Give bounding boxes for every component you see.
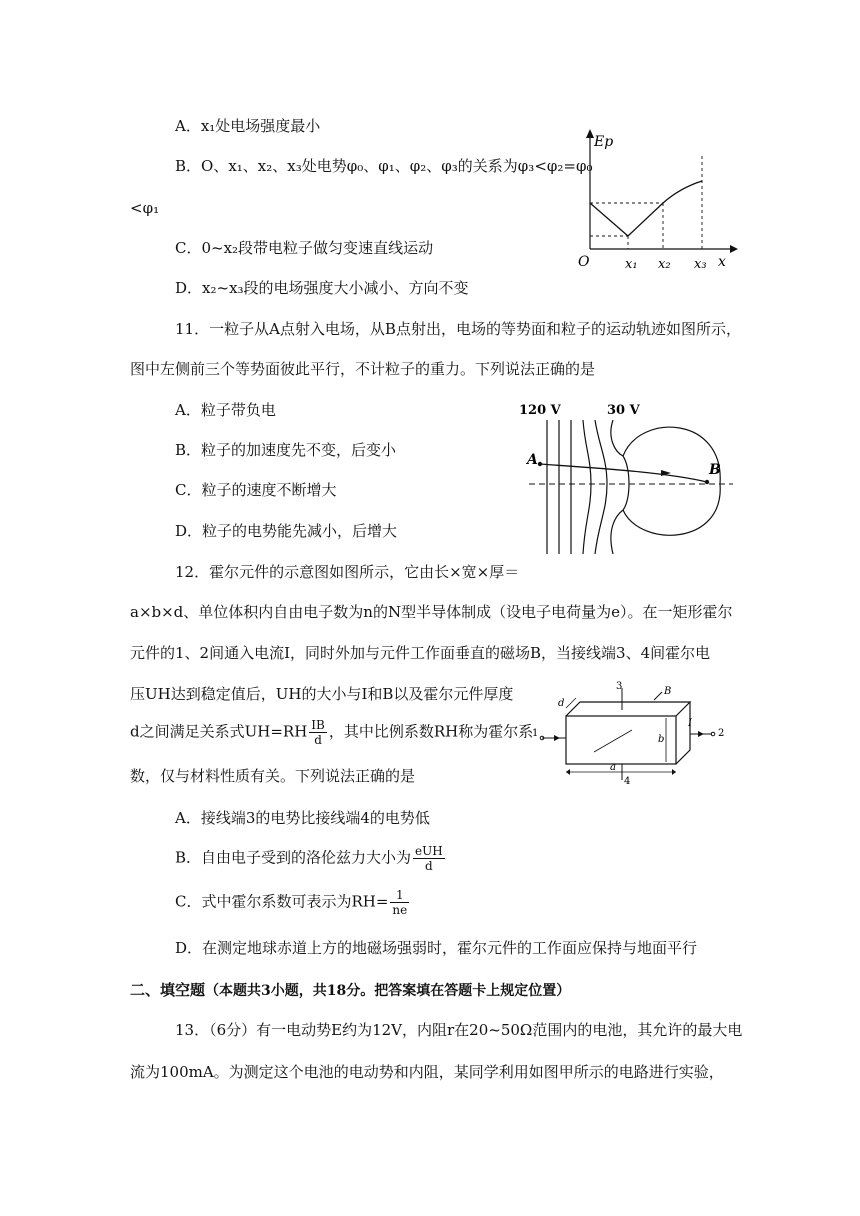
- q11-option-b: B．粒子的加速度先不变，后变小: [175, 441, 397, 459]
- q12-current-label: I: [688, 718, 692, 729]
- q12-stem-line5: [130, 718, 533, 747]
- q12-stem-line3: 元件的1、2间通入电流I，同时外加与元件工作面垂直的磁场B，当接线端3、4间霍尔电: [130, 644, 711, 662]
- q12-option-b-fraction: [413, 844, 445, 873]
- section-2-title: 二、填空题: [130, 981, 206, 999]
- q12-stem-line2: a×b×d、单位体积内自由电子数为n的N型半导体制成（设电子电荷量为e）。在一矩形霍尔: [130, 603, 733, 621]
- q12-formula-post: ，其中比例系数RH称为霍尔系: [328, 722, 534, 741]
- q10-origin-label: O: [578, 254, 590, 270]
- q12-option-b-num: eUH: [415, 844, 443, 858]
- q10-option-a: A．x₁处电场强度最小: [175, 117, 321, 135]
- q11-30v-label: 30 V: [607, 403, 640, 418]
- section-2-heading: [130, 980, 570, 1001]
- q12-formula-pre: d之间满足关系式UH=RH: [130, 722, 308, 741]
- section-2-note: （本题共3小题，共18分。把答案填在答题卡上规定位置）: [205, 983, 571, 999]
- q12-option-c-den: ne: [392, 903, 408, 917]
- q13-line2: 流为100mA。为测定这个电池的电动势和内阻，某同学利用如图甲所示的电路进行实验，: [130, 1063, 724, 1081]
- q12-option-c: [175, 888, 411, 917]
- q12-formula-num: IB: [311, 718, 325, 732]
- q12-option-b-text: B．自由电子受到的洛伦兹力大小为: [175, 848, 412, 867]
- q12-terminal-3: 3: [616, 681, 623, 692]
- q12-option-b-den: d: [425, 859, 433, 873]
- q12-option-c-fraction: [390, 888, 409, 917]
- q10-option-b-line1: B．O、x₁、x₂、x₃处电势φ₀、φ₁、φ₂、φ₃的关系为φ₃<φ₂=φ₀: [175, 157, 593, 175]
- q12-length-label: a: [610, 762, 616, 773]
- q12-formula-den: d: [314, 733, 322, 747]
- q12-stem-line6: 数，仅与材料性质有关。下列说法正确的是: [130, 767, 416, 785]
- q11-field-diagram: [515, 398, 735, 556]
- q12-terminal-2: 2: [718, 728, 725, 739]
- q10-option-c: C．0~x₂段带电粒子做匀变速直线运动: [175, 239, 434, 257]
- q12-option-c-text: C．式中霍尔系数可表示为RH=: [175, 892, 389, 911]
- q10-ep-label: Ep: [594, 134, 614, 150]
- q10-option-d: D．x₂~x₃段的电场强度大小减小、方向不变: [175, 279, 469, 297]
- q12-width-label: b: [658, 734, 665, 745]
- q12-field-label: B: [664, 686, 672, 697]
- q10-x1-label: x₁: [625, 257, 638, 272]
- q11-option-d: D．粒子的电势能先减小，后增大: [175, 522, 398, 540]
- q10-ep-graph: [570, 126, 740, 272]
- q12-option-c-num: 1: [390, 888, 409, 903]
- q12-option-b: [175, 844, 447, 873]
- q10-x2-label: x₂: [658, 257, 671, 272]
- q12-formula-fraction: [309, 718, 327, 747]
- q12-stem-line4: 压UH达到稳定值后，UH的大小与I和B以及霍尔元件厚度: [130, 685, 514, 703]
- q10-option-b-line2: <φ₁: [130, 199, 160, 217]
- q10-x-axis-label: x: [718, 254, 726, 270]
- q12-option-a: A．接线端3的电势比接线端4的电势低: [175, 809, 430, 827]
- q12-hall-element-diagram: [530, 680, 730, 788]
- q11-point-b: B: [709, 462, 721, 478]
- q11-120v-label: 120 V: [519, 403, 561, 418]
- q10-x3-label: x₃: [694, 257, 707, 272]
- q11-stem-line1: 11．一粒子从A点射入电场，从B点射出，电场的等势面和粒子的运动轨迹如图所示，: [175, 320, 741, 338]
- q11-option-c: C．粒子的速度不断增大: [175, 481, 337, 499]
- q11-stem-line2: 图中左侧前三个等势面彼此平行，不计粒子的重力。下列说法正确的是: [130, 360, 596, 378]
- q11-point-a: A: [527, 452, 538, 468]
- q12-terminal-4: 4: [624, 776, 631, 787]
- q11-option-a: A．粒子带负电: [175, 401, 276, 419]
- q12-terminal-1: 1: [532, 728, 539, 739]
- q13-line1: 13．（6分）有一电动势E约为12V，内阻r在20~50Ω范围内的电池，其允许的最大电: [175, 1021, 743, 1039]
- q12-option-d: D．在测定地球赤道上方的地磁场强弱时，霍尔元件的工作面应保持与地面平行: [175, 939, 698, 957]
- q12-thickness-label: d: [558, 698, 565, 709]
- q12-stem-line1: 12．霍尔元件的示意图如图所示，它由长×宽×厚＝: [175, 563, 520, 581]
